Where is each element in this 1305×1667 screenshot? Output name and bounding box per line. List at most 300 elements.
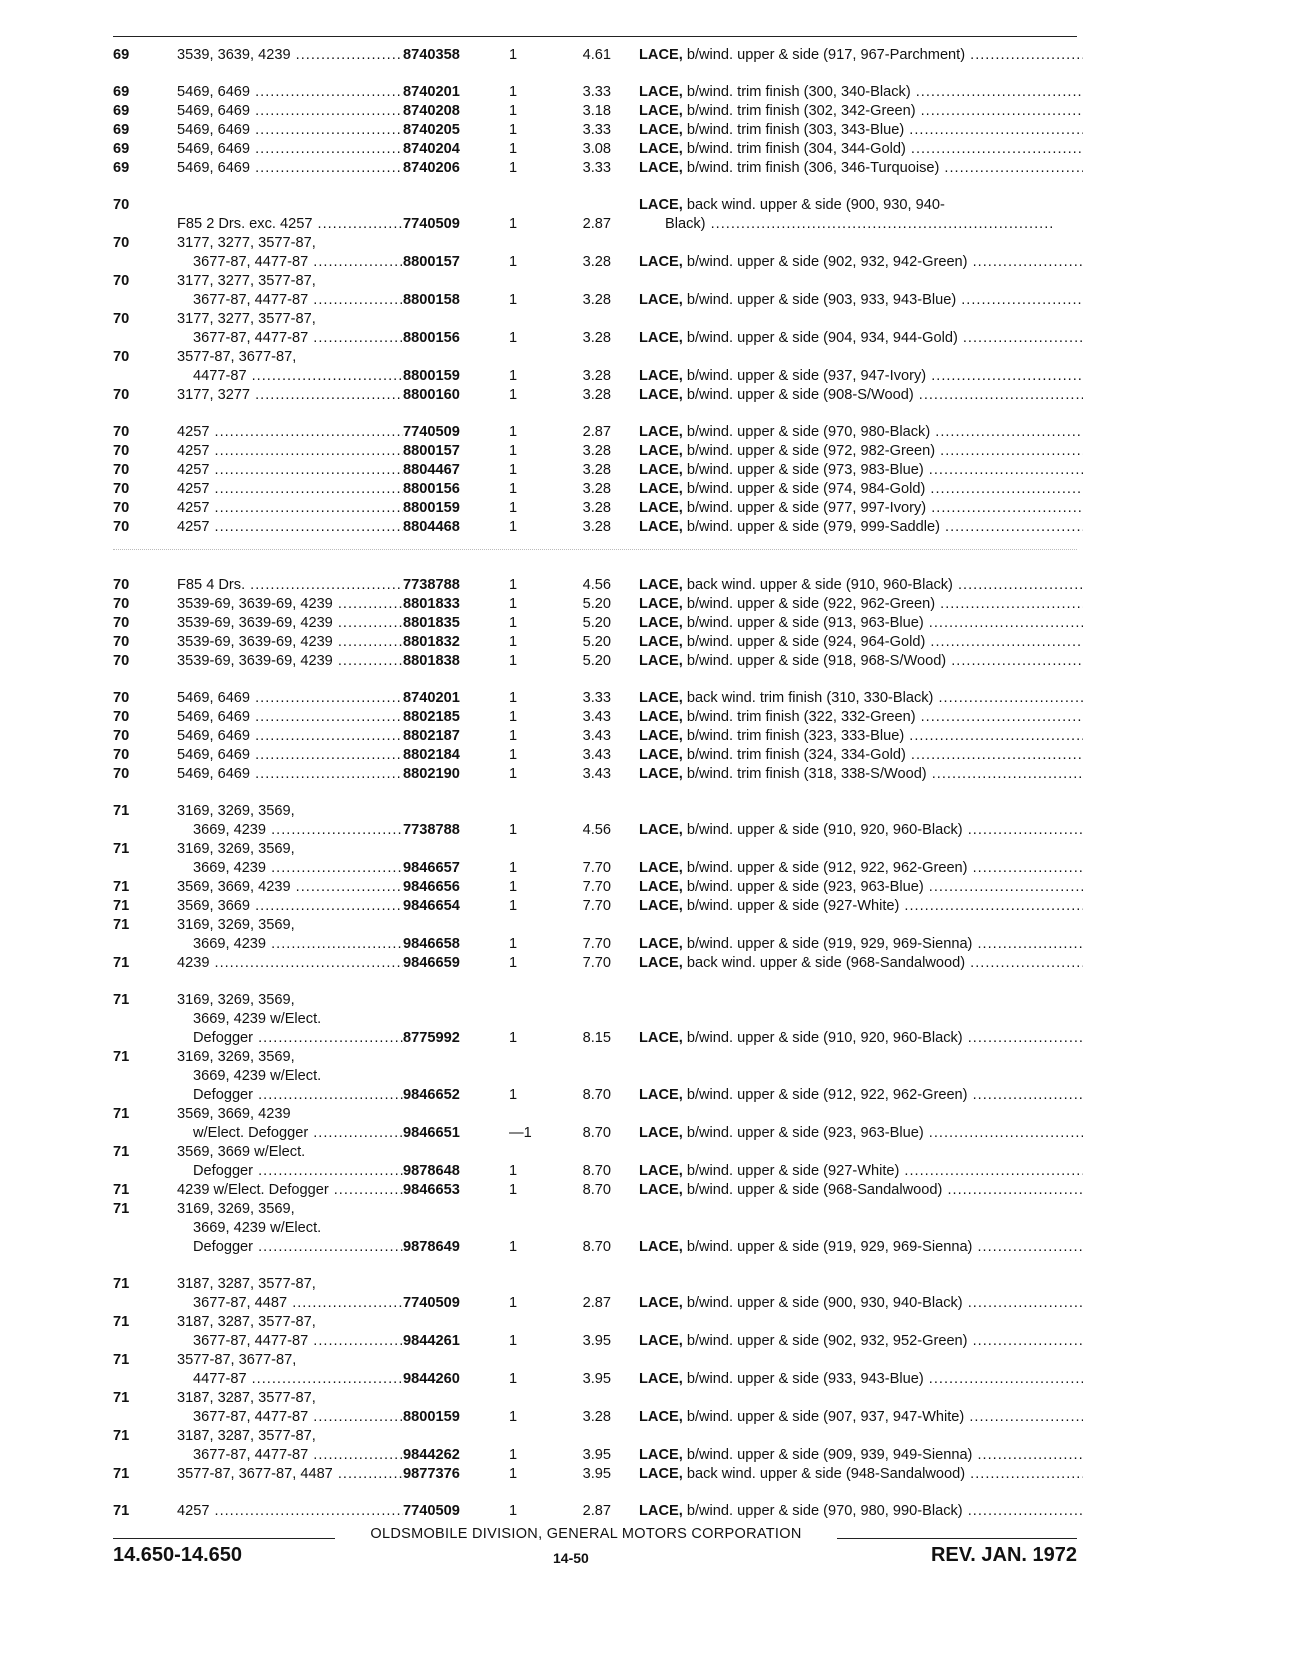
description-text: back wind. upper & side (948-Sandalwood) bbox=[686, 1466, 966, 1482]
list-price: 3.43 bbox=[582, 747, 611, 763]
body-model-line: 3669, 4239 w/Elect. bbox=[193, 1220, 322, 1236]
description-text: b/wind. trim finish (303, 343-Blue) bbox=[686, 122, 905, 138]
table-row bbox=[113, 499, 1083, 518]
parts-table bbox=[113, 46, 1083, 1539]
body-models bbox=[177, 1105, 403, 1143]
part-number: 8740208 bbox=[403, 103, 460, 119]
body-models bbox=[177, 765, 403, 784]
body-models bbox=[177, 83, 403, 102]
model-year: 71 bbox=[113, 1106, 130, 1122]
quantity: 1 bbox=[509, 103, 518, 119]
description-text: back wind. trim finish (310, 330-Black) bbox=[686, 690, 934, 706]
part-number: 9846658 bbox=[403, 936, 460, 952]
part-number: 8802185 bbox=[403, 709, 460, 725]
part-description bbox=[639, 1124, 1083, 1143]
model-year: 70 bbox=[113, 653, 130, 669]
table-row bbox=[113, 1275, 1083, 1313]
item-label: LACE, bbox=[639, 1163, 683, 1179]
part-number: 9844261 bbox=[403, 1333, 460, 1349]
part-description bbox=[639, 633, 1083, 652]
description-line bbox=[639, 1465, 1083, 1484]
part-description bbox=[639, 652, 1083, 671]
entry-group bbox=[113, 423, 1083, 537]
part-description bbox=[639, 367, 1083, 386]
item-label: LACE, bbox=[639, 462, 683, 478]
part-description bbox=[639, 480, 1083, 499]
part-description bbox=[639, 1029, 1083, 1048]
model-year: 71 bbox=[113, 1049, 130, 1065]
part-number: 7740509 bbox=[403, 424, 460, 440]
part-number: 8800159 bbox=[403, 500, 460, 516]
description-line bbox=[639, 576, 1083, 595]
table-row bbox=[113, 1465, 1083, 1484]
part-description bbox=[639, 614, 1083, 633]
part-description bbox=[639, 765, 1083, 784]
body-model-line: 4239 w/Elect. Defogger ..... bbox=[177, 1181, 403, 1200]
body-model-line: 3169, 3269, 3569, bbox=[177, 1049, 295, 1065]
quantity: 1 bbox=[509, 634, 518, 650]
table-row bbox=[113, 272, 1083, 310]
part-number: 7738788 bbox=[403, 577, 460, 593]
part-description bbox=[639, 689, 1083, 708]
item-label: LACE, bbox=[639, 1239, 683, 1255]
model-year: 70 bbox=[113, 577, 130, 593]
quantity: 1 bbox=[509, 822, 518, 838]
body-models bbox=[177, 1427, 403, 1465]
item-label: LACE, bbox=[639, 103, 683, 119]
body-model-line: 5469, 6469 ..... bbox=[177, 765, 403, 784]
table-row bbox=[113, 348, 1083, 386]
item-label: LACE, bbox=[639, 577, 683, 593]
description-text: b/wind. upper & side (912, 922, 962-Green) bbox=[686, 860, 968, 876]
quantity: 1 bbox=[509, 766, 518, 782]
item-label: LACE, bbox=[639, 330, 683, 346]
body-models bbox=[177, 1389, 403, 1427]
part-description bbox=[639, 821, 1083, 840]
description-text: b/wind. trim finish (304, 344-Gold) bbox=[686, 141, 906, 157]
list-price: 2.87 bbox=[582, 216, 611, 232]
part-description bbox=[639, 746, 1083, 765]
body-model-line: F85 2 Drs. exc. 4257 ..... bbox=[177, 215, 403, 234]
body-models bbox=[177, 746, 403, 765]
table-row bbox=[113, 652, 1083, 671]
part-number: 8800156 bbox=[403, 481, 460, 497]
description-line bbox=[639, 614, 1083, 633]
description-text: b/wind. upper & side (908-S/Wood) bbox=[686, 387, 914, 403]
body-model-line: Defogger ..... bbox=[177, 1029, 403, 1048]
description-text: b/wind. upper & side (972, 982-Green) bbox=[686, 443, 936, 459]
description-line bbox=[639, 1332, 1083, 1351]
part-number: 8800159 bbox=[403, 368, 460, 384]
quantity: 1 bbox=[509, 709, 518, 725]
part-description bbox=[639, 897, 1083, 916]
description-line bbox=[639, 291, 1083, 310]
list-price: 3.33 bbox=[582, 160, 611, 176]
table-row bbox=[113, 897, 1083, 916]
quantity: 1 bbox=[509, 1295, 518, 1311]
item-label: LACE, bbox=[639, 141, 683, 157]
model-year: 71 bbox=[113, 898, 130, 914]
part-description bbox=[639, 595, 1083, 614]
model-year: 70 bbox=[113, 766, 130, 782]
part-description bbox=[639, 954, 1083, 973]
table-row bbox=[113, 991, 1083, 1048]
model-year: 70 bbox=[113, 349, 130, 365]
entry-group bbox=[113, 1275, 1083, 1484]
list-price: 3.28 bbox=[582, 500, 611, 516]
table-row bbox=[113, 159, 1083, 178]
description-text: b/wind. upper & side (903, 933, 943-Blue) bbox=[686, 292, 957, 308]
item-label: LACE, bbox=[639, 387, 683, 403]
description-line bbox=[639, 935, 1083, 954]
quantity: 1 bbox=[509, 424, 518, 440]
body-models bbox=[177, 897, 403, 916]
description-text: b/wind. upper & side (912, 922, 962-Green) bbox=[686, 1087, 968, 1103]
description-line bbox=[639, 1502, 1083, 1521]
item-label: LACE, bbox=[639, 766, 683, 782]
footer-corporation: OLDSMOBILE DIVISION, GENERAL MOTORS CORPORATION bbox=[370, 1526, 802, 1542]
list-price: 4.56 bbox=[582, 822, 611, 838]
table-row bbox=[113, 1048, 1083, 1105]
body-models bbox=[177, 633, 403, 652]
body-model-line: 3539-69, 3639-69, 4239 ..... bbox=[177, 633, 403, 652]
quantity: 1 bbox=[509, 254, 518, 270]
body-model-line: 4257 ..... bbox=[177, 480, 403, 499]
body-model-line: 5469, 6469 ..... bbox=[177, 102, 403, 121]
description-text: b/wind. trim finish (323, 333-Blue) bbox=[686, 728, 905, 744]
table-row bbox=[113, 1351, 1083, 1389]
quantity: 1 bbox=[509, 1182, 518, 1198]
table-row bbox=[113, 878, 1083, 897]
body-model-line: 4477-87 ..... bbox=[177, 367, 403, 386]
model-year: 70 bbox=[113, 424, 130, 440]
model-year: 70 bbox=[113, 235, 130, 251]
part-number: 8802184 bbox=[403, 747, 460, 763]
model-year: 71 bbox=[113, 1428, 130, 1444]
quantity: 1 bbox=[509, 1503, 518, 1519]
body-models bbox=[177, 991, 403, 1048]
part-number: 7738788 bbox=[403, 822, 460, 838]
model-year: 70 bbox=[113, 596, 130, 612]
body-models bbox=[177, 272, 403, 310]
body-models bbox=[177, 1048, 403, 1105]
description-line bbox=[639, 1124, 1083, 1143]
body-model-line: 3669, 4239 ..... bbox=[177, 821, 403, 840]
item-label: LACE, bbox=[639, 47, 683, 63]
description-text: b/wind. upper & side (910, 920, 960-Black) bbox=[686, 1030, 963, 1046]
body-model-line: 5469, 6469 ..... bbox=[177, 689, 403, 708]
description-text: b/wind. upper & side (909, 939, 949-Sienna) bbox=[686, 1447, 973, 1463]
body-models bbox=[177, 518, 403, 537]
body-models bbox=[177, 442, 403, 461]
part-number: 9846659 bbox=[403, 955, 460, 971]
body-model-line: 5469, 6469 ..... bbox=[177, 83, 403, 102]
body-model-line: 3677-87, 4477-87 ..... bbox=[177, 291, 403, 310]
description-line bbox=[639, 1294, 1083, 1313]
table-row bbox=[113, 46, 1083, 65]
model-year: 71 bbox=[113, 917, 130, 933]
entry-group bbox=[113, 83, 1083, 178]
body-model-line: 3577-87, 3677-87, bbox=[177, 1352, 297, 1368]
part-number: 9844260 bbox=[403, 1371, 460, 1387]
body-model-line: 3677-87, 4487 ..... bbox=[177, 1294, 403, 1313]
part-description bbox=[639, 253, 1083, 272]
body-model-line: 3539-69, 3639-69, 4239 ..... bbox=[177, 595, 403, 614]
description-line bbox=[639, 461, 1083, 480]
body-models bbox=[177, 46, 403, 65]
body-models bbox=[177, 689, 403, 708]
description-text: b/wind. trim finish (318, 338-S/Wood) bbox=[686, 766, 927, 782]
table-row bbox=[113, 954, 1083, 973]
body-model-line: 5469, 6469 ..... bbox=[177, 746, 403, 765]
item-label: LACE, bbox=[639, 84, 683, 100]
quantity: 1 bbox=[509, 1239, 518, 1255]
body-models bbox=[177, 576, 403, 595]
item-label: LACE, bbox=[639, 747, 683, 763]
description-text: b/wind. trim finish (306, 346-Turquoise) bbox=[686, 160, 940, 176]
quantity: 1 bbox=[509, 141, 518, 157]
description-line bbox=[639, 746, 1083, 765]
item-label: LACE, bbox=[639, 615, 683, 631]
model-year: 71 bbox=[113, 1314, 130, 1330]
body-model-line: 3539-69, 3639-69, 4239 ..... bbox=[177, 614, 403, 633]
item-label: LACE, bbox=[639, 596, 683, 612]
part-description bbox=[639, 329, 1083, 348]
list-price: 3.08 bbox=[582, 141, 611, 157]
description-line bbox=[639, 121, 1083, 140]
body-model-line: 3569, 3669, 4239 bbox=[177, 1106, 291, 1122]
part-description bbox=[639, 1465, 1083, 1484]
part-description bbox=[639, 291, 1083, 310]
model-year: 70 bbox=[113, 462, 130, 478]
model-year: 70 bbox=[113, 690, 130, 706]
footer-rule-right bbox=[837, 1538, 1077, 1539]
body-models bbox=[177, 1351, 403, 1389]
part-number: 8801833 bbox=[403, 596, 460, 612]
description-text: b/wind. upper & side (937, 947-Ivory) bbox=[686, 368, 927, 384]
part-description bbox=[639, 1181, 1083, 1200]
description-line bbox=[639, 1162, 1083, 1181]
part-number: 8800157 bbox=[403, 254, 460, 270]
part-description bbox=[639, 1294, 1083, 1313]
body-model-line: 3169, 3269, 3569, bbox=[177, 803, 295, 819]
description-text: b/wind. upper & side (904, 934, 944-Gold) bbox=[686, 330, 958, 346]
description-line bbox=[639, 708, 1083, 727]
part-description bbox=[639, 727, 1083, 746]
item-label: LACE, bbox=[639, 1409, 683, 1425]
body-models bbox=[177, 878, 403, 897]
part-number: 9844262 bbox=[403, 1447, 460, 1463]
description-line bbox=[639, 821, 1083, 840]
body-model-line: 4257 ..... bbox=[177, 518, 403, 537]
part-number: 8740204 bbox=[403, 141, 460, 157]
model-year: 71 bbox=[113, 879, 130, 895]
description-text: b/wind. upper & side (922, 962-Green) bbox=[686, 596, 936, 612]
part-number: 9878649 bbox=[403, 1239, 460, 1255]
list-price: 4.61 bbox=[582, 47, 611, 63]
description-line bbox=[639, 878, 1083, 897]
description-line bbox=[639, 196, 1083, 215]
body-model-line: Defogger ..... bbox=[177, 1086, 403, 1105]
part-number: 9846656 bbox=[403, 879, 460, 895]
part-number: 9846657 bbox=[403, 860, 460, 876]
description-text: b/wind. upper & side (900, 930, 940-Black) bbox=[686, 1295, 963, 1311]
table-row bbox=[113, 121, 1083, 140]
body-model-line: 3169, 3269, 3569, bbox=[177, 841, 295, 857]
list-price: 8.70 bbox=[582, 1182, 611, 1198]
part-number: 9846652 bbox=[403, 1087, 460, 1103]
body-model-line: 3669, 4239 ..... bbox=[177, 935, 403, 954]
description-text: b/wind. upper & side (913, 963-Blue) bbox=[686, 615, 924, 631]
description-text: b/wind. upper & side (979, 999-Saddle) bbox=[686, 519, 940, 535]
part-number: 9877376 bbox=[403, 1466, 460, 1482]
description-line bbox=[639, 102, 1083, 121]
body-models bbox=[177, 423, 403, 442]
model-year: 71 bbox=[113, 1144, 130, 1160]
table-row bbox=[113, 1105, 1083, 1143]
part-number: 9846654 bbox=[403, 898, 460, 914]
list-price: 8.70 bbox=[582, 1239, 611, 1255]
section-divider bbox=[113, 549, 1077, 564]
description-text: b/wind. upper & side (973, 983-Blue) bbox=[686, 462, 924, 478]
part-description bbox=[639, 121, 1083, 140]
quantity: 1 bbox=[509, 122, 518, 138]
list-price: 3.28 bbox=[582, 387, 611, 403]
description-text: b/wind. trim finish (322, 332-Green) bbox=[686, 709, 916, 725]
description-line bbox=[639, 689, 1083, 708]
description-line bbox=[639, 159, 1083, 178]
part-number: 8800158 bbox=[403, 292, 460, 308]
quantity: 1 bbox=[509, 160, 518, 176]
entry-group bbox=[113, 576, 1083, 671]
quantity: 1 bbox=[509, 879, 518, 895]
part-number: 7740509 bbox=[403, 1295, 460, 1311]
part-description bbox=[639, 1238, 1083, 1257]
quantity: 1 bbox=[509, 1163, 518, 1179]
part-description bbox=[639, 878, 1083, 897]
list-price: 8.70 bbox=[582, 1125, 611, 1141]
part-description bbox=[639, 518, 1083, 537]
quantity: 1 bbox=[509, 216, 518, 232]
model-year: 70 bbox=[113, 197, 130, 213]
description-line bbox=[639, 46, 1083, 65]
list-price: 7.70 bbox=[582, 898, 611, 914]
item-label: LACE, bbox=[639, 634, 683, 650]
description-text: b/wind. upper & side (924, 964-Gold) bbox=[686, 634, 926, 650]
item-label: LACE, bbox=[639, 728, 683, 744]
body-model-line: 3177, 3277, 3577-87, bbox=[177, 311, 316, 327]
list-price: 5.20 bbox=[582, 653, 611, 669]
description-line bbox=[639, 442, 1083, 461]
part-description bbox=[639, 859, 1083, 878]
list-price: 3.95 bbox=[582, 1371, 611, 1387]
list-price: 3.33 bbox=[582, 122, 611, 138]
description-line bbox=[639, 329, 1083, 348]
body-model-line: 3169, 3269, 3569, bbox=[177, 917, 295, 933]
description-line bbox=[639, 1238, 1083, 1257]
quantity: 1 bbox=[509, 500, 518, 516]
description-text: Black) bbox=[665, 216, 706, 232]
model-year: 70 bbox=[113, 481, 130, 497]
part-number: 9878648 bbox=[403, 1163, 460, 1179]
entry-group bbox=[113, 196, 1083, 405]
description-text: b/wind. upper & side (910, 920, 960-Black) bbox=[686, 822, 963, 838]
body-models bbox=[177, 461, 403, 480]
list-price: 3.43 bbox=[582, 709, 611, 725]
part-number: 7740509 bbox=[403, 216, 460, 232]
description-line bbox=[639, 1408, 1083, 1427]
quantity: 1 bbox=[509, 481, 518, 497]
model-year: 70 bbox=[113, 500, 130, 516]
body-models bbox=[177, 348, 403, 386]
table-row bbox=[113, 689, 1083, 708]
part-description bbox=[639, 708, 1083, 727]
table-row bbox=[113, 442, 1083, 461]
body-model-line: 4257 ..... bbox=[177, 499, 403, 518]
model-year: 71 bbox=[113, 803, 130, 819]
table-row bbox=[113, 310, 1083, 348]
list-price: 3.43 bbox=[582, 728, 611, 744]
model-year: 70 bbox=[113, 387, 130, 403]
model-year: 71 bbox=[113, 992, 130, 1008]
body-model-line: 3177, 3277, 3577-87, bbox=[177, 273, 316, 289]
list-price: 3.28 bbox=[582, 330, 611, 346]
model-year: 69 bbox=[113, 122, 130, 138]
part-number: 8775992 bbox=[403, 1030, 460, 1046]
description-text: b/wind. upper & side (927-White) bbox=[686, 1163, 900, 1179]
table-row bbox=[113, 83, 1083, 102]
description-line bbox=[639, 652, 1083, 671]
body-model-line: 3577-87, 3677-87, bbox=[177, 349, 297, 365]
part-number: 8800156 bbox=[403, 330, 460, 346]
body-model-line: 3669, 4239 w/Elect. bbox=[193, 1068, 322, 1084]
item-label: LACE, bbox=[639, 936, 683, 952]
quantity: —1 bbox=[509, 1125, 532, 1141]
table-row bbox=[113, 727, 1083, 746]
description-line bbox=[639, 1029, 1083, 1048]
description-line bbox=[639, 367, 1083, 386]
part-number: 8802187 bbox=[403, 728, 460, 744]
body-model-line: 3669, 4239 w/Elect. bbox=[193, 1011, 322, 1027]
entry-group bbox=[113, 689, 1083, 784]
body-models bbox=[177, 121, 403, 140]
table-row bbox=[113, 518, 1083, 537]
part-number: 8740201 bbox=[403, 84, 460, 100]
footer-rule-left bbox=[113, 1538, 335, 1539]
list-price: 8.15 bbox=[582, 1030, 611, 1046]
table-row bbox=[113, 234, 1083, 272]
description-text: b/wind. upper & side (968-Sandalwood) bbox=[686, 1182, 943, 1198]
item-label: LACE, bbox=[639, 860, 683, 876]
item-label: LACE, bbox=[639, 1447, 683, 1463]
body-models bbox=[177, 1181, 403, 1200]
item-label: LACE, bbox=[639, 709, 683, 725]
model-year: 70 bbox=[113, 311, 130, 327]
table-row bbox=[113, 140, 1083, 159]
description-line bbox=[639, 423, 1083, 442]
item-label: LACE, bbox=[639, 690, 683, 706]
model-year: 70 bbox=[113, 443, 130, 459]
body-models bbox=[177, 652, 403, 671]
description-text: b/wind. upper & side (970, 980-Black) bbox=[686, 424, 931, 440]
item-label: LACE, bbox=[639, 1333, 683, 1349]
body-models bbox=[177, 916, 403, 954]
body-models bbox=[177, 727, 403, 746]
part-description bbox=[639, 442, 1083, 461]
description-line bbox=[639, 518, 1083, 537]
list-price: 2.87 bbox=[582, 424, 611, 440]
part-number: 8800160 bbox=[403, 387, 460, 403]
